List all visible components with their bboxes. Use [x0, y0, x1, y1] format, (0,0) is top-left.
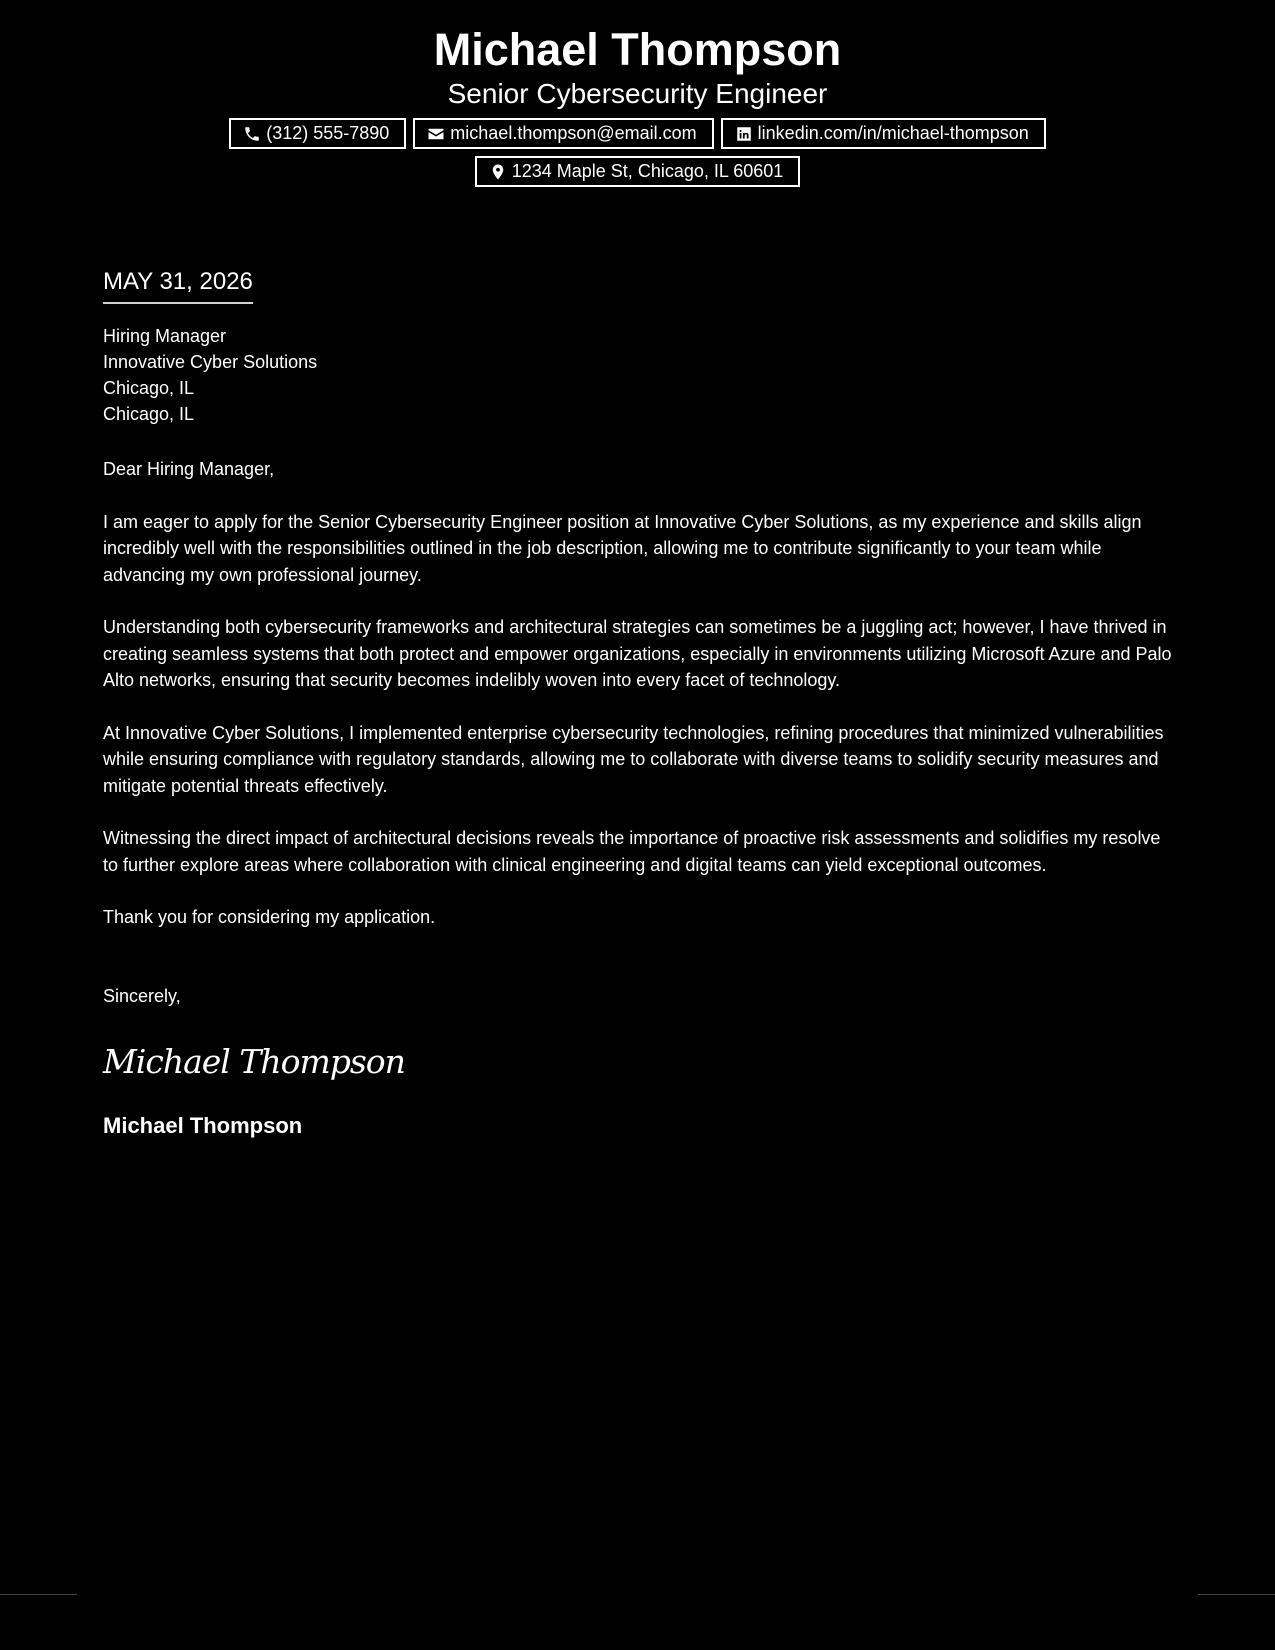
signature-image: Michael Thompson — [103, 1042, 405, 1081]
greeting: Dear Hiring Manager, — [103, 459, 275, 479]
body-paragraph: I am eager to apply for the Senior Cybersecurity Engineer position at Innovative Cyber Solutions, as my experience and skills align incredibly well with the responsibilities outlined in the job description, allowing me to contribute significantly to your team while advancing my own professional journey. — [103, 511, 1142, 585]
address-chip[interactable] — [475, 156, 801, 187]
body-paragraph: Thank you for considering my application. — [103, 907, 436, 927]
email-text: michael.thompson@email.com — [450, 123, 697, 143]
applicant-title: Senior Cybersecurity Engineer — [447, 78, 828, 109]
recipient-block — [103, 323, 1173, 427]
address-text: 1234 Maple St, Chicago, IL 60601 — [511, 161, 784, 181]
phone-icon — [243, 125, 261, 143]
linkedin-text: linkedin.com/in/michael-thompson — [757, 123, 1029, 143]
email-chip[interactable] — [413, 118, 713, 149]
letter-body — [103, 266, 1173, 1140]
recipient-line: Chicago, IL — [103, 404, 195, 424]
phone-text: (312) 555-7890 — [266, 123, 390, 143]
contact-row — [0, 118, 1275, 149]
signer-name: Michael Thompson — [103, 1113, 303, 1138]
recipient-line: Chicago, IL — [103, 378, 195, 398]
body-paragraph: At Innovative Cyber Solutions, I implemented enterprise cybersecurity technologies, refining procedures that minimized vulnerabilities while ensuring compliance with regulatory standards, allowing me to collaborate with diverse teams to solidify security measures and mitigate potential threats effectively. — [103, 722, 1164, 796]
applicant-name: Michael Thompson — [433, 24, 842, 75]
map-pin-icon — [489, 163, 507, 181]
footer-divider-left — [0, 1594, 77, 1595]
body-paragraph: Witnessing the direct impact of architectural decisions reveals the importance of proactive risk assessments and solidifies my resolve to further explore areas where collaboration with clinical engineering and digital teams can yield exceptional outcomes. — [103, 828, 1161, 875]
letter-date: MAY 31, 2026 — [103, 266, 253, 304]
contact-row-address — [0, 156, 1275, 187]
linkedin-chip[interactable] — [721, 118, 1046, 149]
body-paragraph: Understanding both cybersecurity frameworks and architectural strategies can sometimes be a juggling act; however, I have thrived in creating seamless systems that both protect and empower organizations, especially in environments utilizing Microsoft Azure and Palo Alto networks, ensuring that security becomes indelibly woven into every facet of technology. — [103, 617, 1172, 690]
recipient-line: Innovative Cyber Solutions — [103, 352, 318, 372]
letter-header — [0, 0, 1275, 187]
phone-chip[interactable] — [229, 118, 406, 149]
recipient-line: Hiring Manager — [103, 326, 227, 346]
closing: Sincerely, — [103, 985, 181, 1006]
linkedin-icon — [735, 125, 753, 143]
envelope-icon — [427, 125, 445, 143]
footer-divider-right — [1198, 1594, 1275, 1595]
